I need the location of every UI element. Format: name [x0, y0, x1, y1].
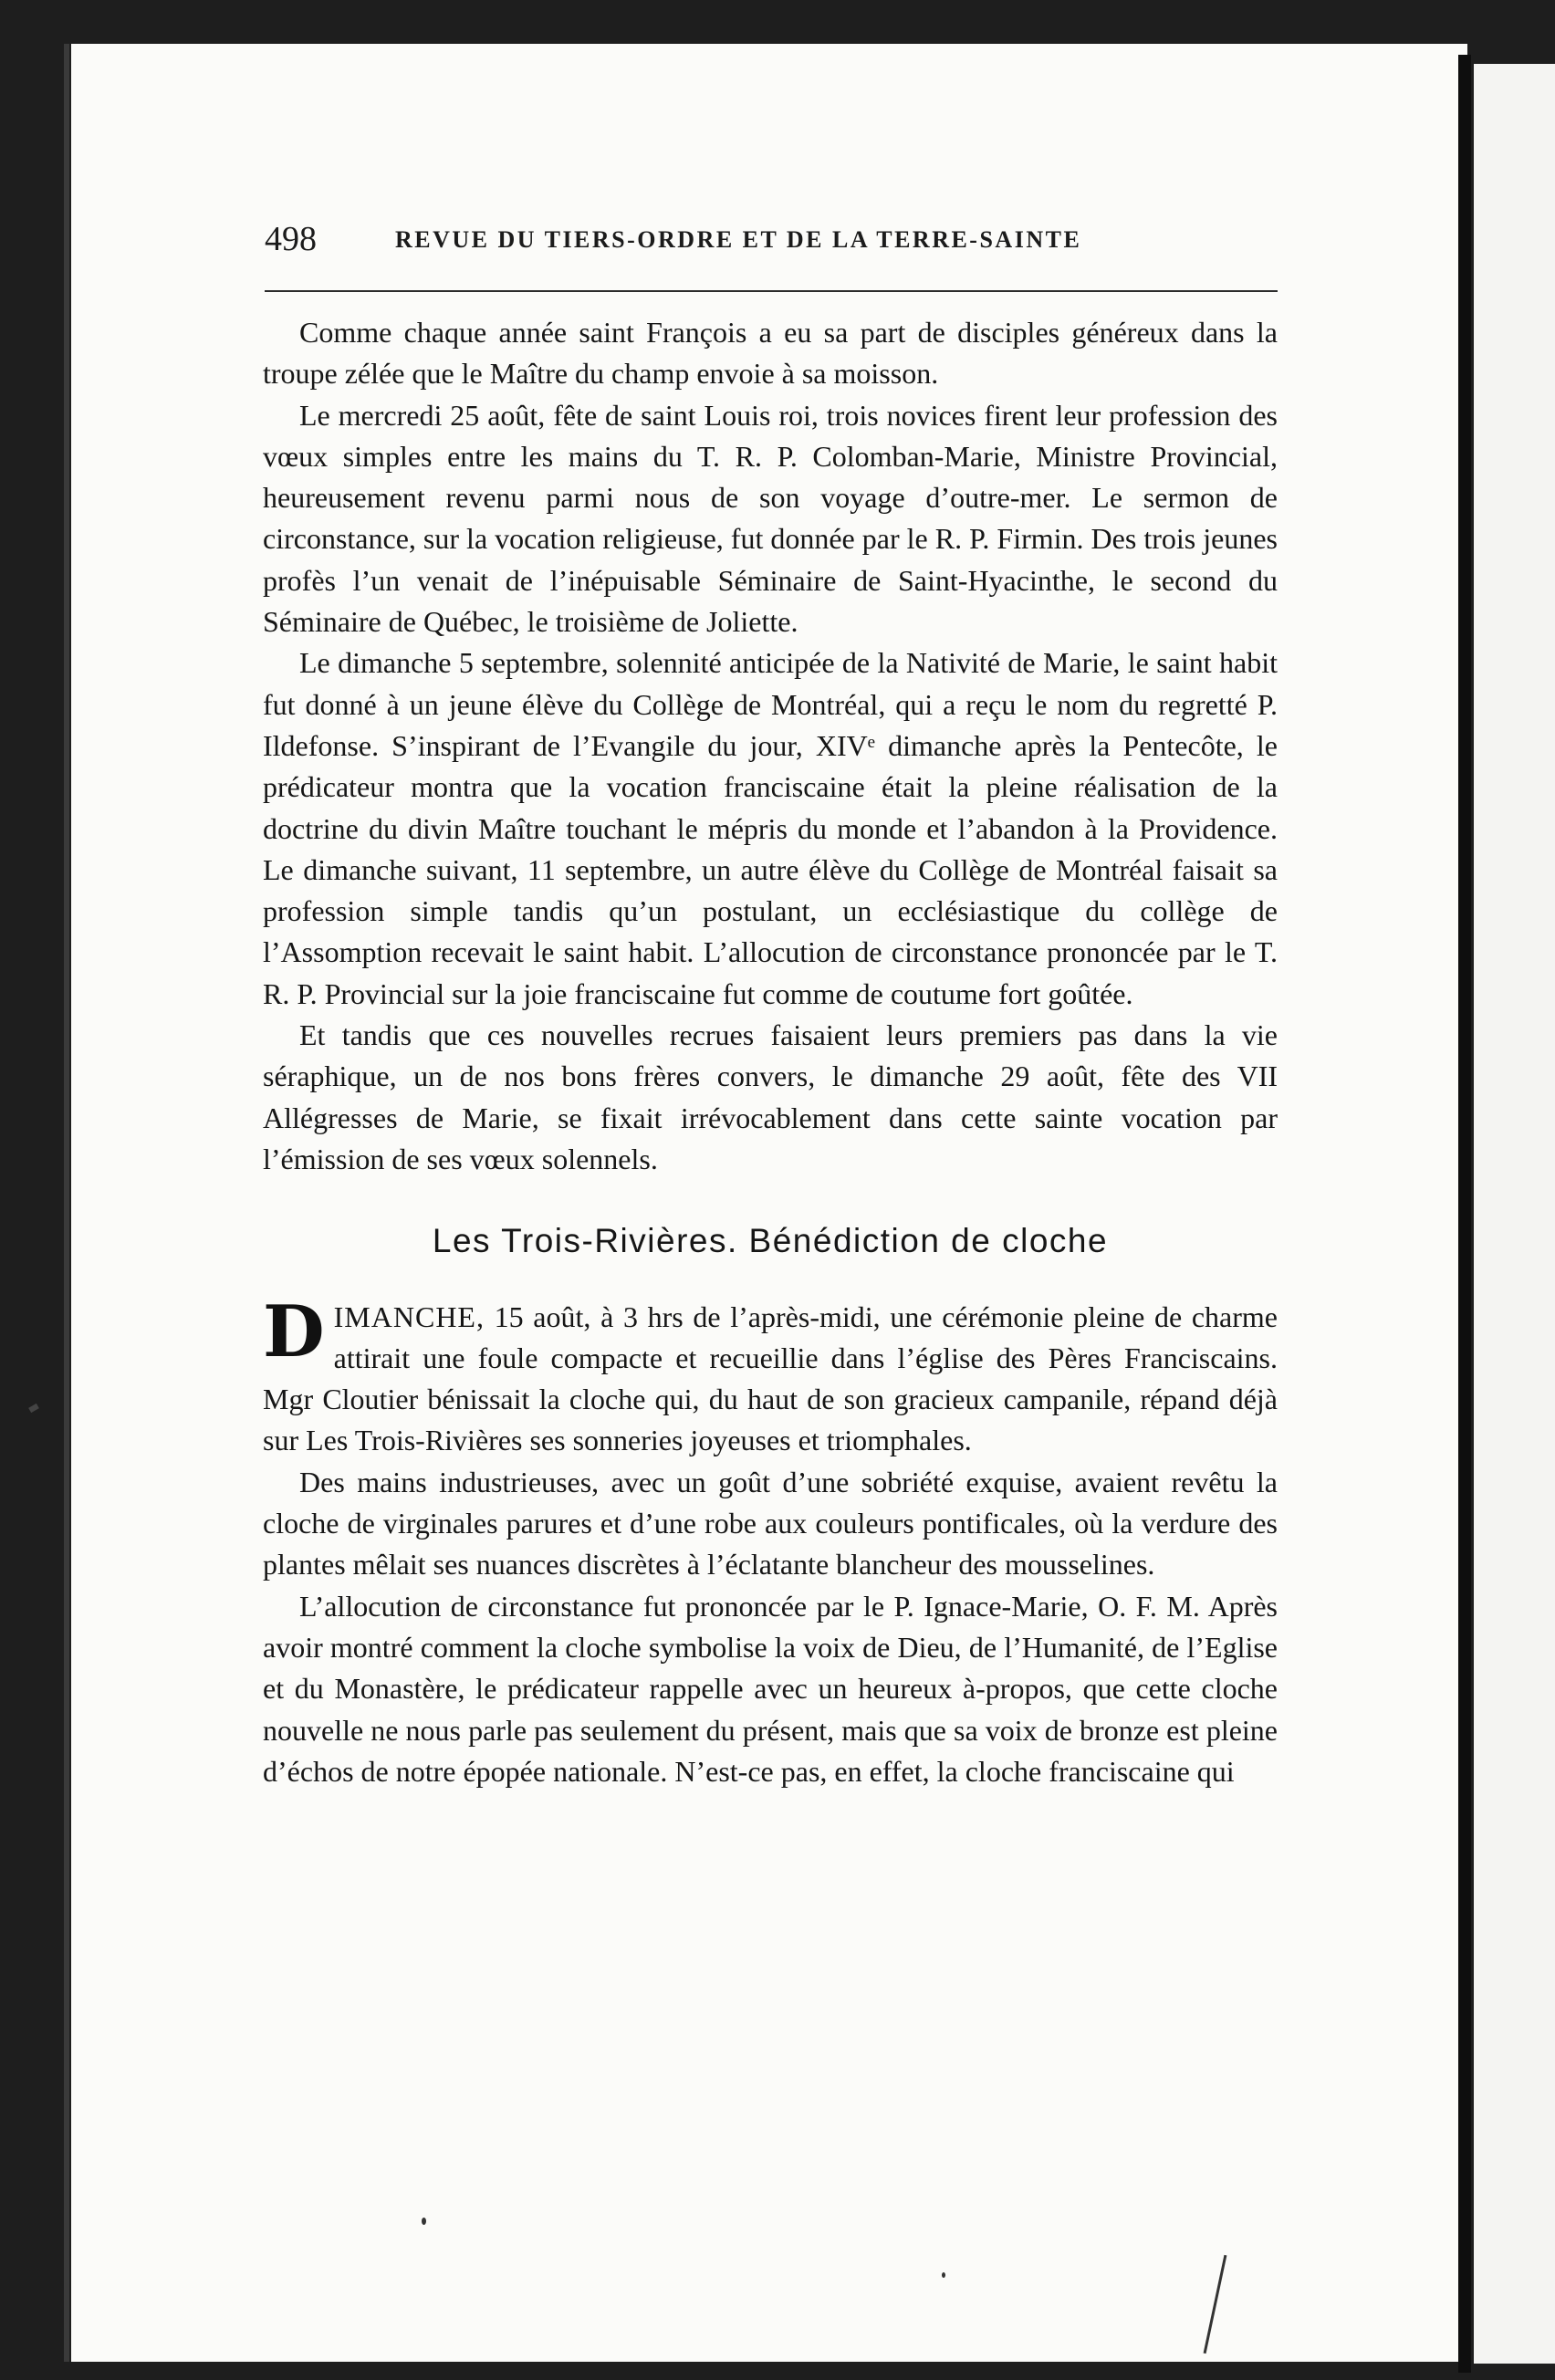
article-body	[263, 312, 1278, 1792]
page-number: 498	[265, 220, 317, 258]
section-first-paragraph	[263, 1289, 1278, 1462]
first-paragraph-text: 15 août, à 3 hrs de l’après-midi, une cérémonie pleine de charme attirait une foule compacte et recueillie dans l’église des Pères Franciscains. Mgr Cloutier bénissait la cloche qui, du haut de son gracieux campanile, répand déjà sur Les Trois-Rivières ses sonneries joyeuses et triomphales.	[263, 1300, 1278, 1457]
adjacent-page-edge	[1474, 64, 1555, 2364]
margin-speck	[28, 1404, 39, 1413]
first-word: IMANCHE,	[333, 1300, 485, 1333]
paragraph: Comme chaque année saint François a eu sa part de disciples généreux dans la troupe zélée que le Maître du champ envoie à sa moisson.	[263, 316, 1278, 391]
paragraph: Le mercredi 25 août, fête de saint Louis roi, trois novices firent leur profession des vœux simples entre les mains du T. R. P. Colomban-Marie, Ministre Provincial, heureusement revenu parmi nous de son voyage d’outre-mer. Le sermon de circonstance, sur la vocation religieuse, fut donnée par le R. P. Firmin. Des trois jeunes profès l’un venait de l’inépuisable Séminaire de Saint-Hyacinthe, le second du Séminaire de Québec, le troisième de Joliette.	[263, 398, 1278, 639]
ink-speck	[942, 2272, 945, 2278]
paragraph: Et tandis que ces nouvelles recrues faisaient leurs premiers pas dans la vie séraphique, un de nos bons frères convers, le dimanche 29 août, fête des VII Allégresses de Marie, se fixait irrévocablement dans cette sainte vocation par l’émission de ses vœux solennels.	[263, 1018, 1278, 1175]
paragraph: Le dimanche 5 septembre, solennité anticipée de la Nativité de Marie, le saint habit fut donné à un jeune élève du Collège de Montréal, qui a reçu le nom du regretté P. Ildefonse. S’inspirant de l’Evangile du jour, XIVᵉ dimanche après la Pentecôte, le prédicateur montra que la vocation franciscaine était la pleine réalisation de la doctrine du divin Maître touchant le mépris du monde et l’abandon à la Providence. Le dimanche suivant, 11 septembre, un autre élève du Collège de Montréal faisait sa profession simple tandis qu’un postulant, un ecclésiastique du collège de l’Assomption recevait le saint habit. L’allocution de circonstance prononcée par le T. R. P. Provincial sur la joie franciscaine fut comme de coutume fort goûtée.	[263, 646, 1278, 1010]
paragraph: L’allocution de circonstance fut prononcée par le P. Ignace-Marie, O. F. M. Après avoir montré comment la cloche symbolise la voix de Dieu, de l’Humanité, de l’Eglise et du Monastère, le prédicateur rappelle avec un heureux à-propos, que cette cloche nouvelle ne nous parle pas seulement du présent, mais que sa voix de bronze est pleine d’échos de notre épopée nationale. N’est-ce pas, en effet, la cloche franciscaine qui	[263, 1589, 1278, 1788]
header-rule	[265, 290, 1278, 292]
ink-speck	[422, 2218, 426, 2225]
running-head: REVUE DU TIERS-ORDRE ET DE LA TERRE-SAINTE	[395, 226, 1082, 253]
left-page-edge	[64, 44, 69, 2362]
drop-cap: D	[263, 1289, 325, 1373]
paragraph: Des mains industrieuses, avec un goût d’une sobriété exquise, avaient revêtu la cloche de virginales parures et d’une robe aux couleurs pontificales, où la verdure des plantes mêlait ses nuances discrètes à l’éclatante blancheur des mousselines.	[263, 1465, 1278, 1581]
section-title: Les Trois-Rivières. Bénédiction de cloche	[432, 1222, 1109, 1260]
binding-gutter	[1458, 55, 1471, 2373]
